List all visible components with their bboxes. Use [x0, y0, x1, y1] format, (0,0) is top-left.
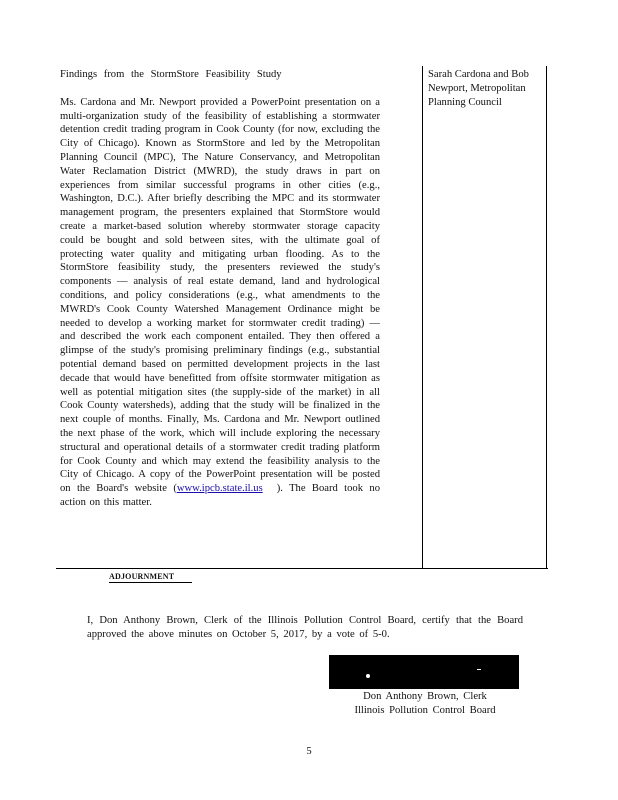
item-heading: Findings from the StormStore Feasibility Study	[60, 69, 282, 80]
minutes-table	[56, 66, 548, 569]
signer-name: Don Anthony Brown, Clerk	[363, 691, 487, 702]
item-body	[60, 96, 380, 510]
page-number: 5	[306, 746, 312, 757]
agenda-item-cell	[60, 68, 380, 510]
signature-block	[290, 690, 560, 718]
signer-title: Illinois Pollution Control Board	[354, 705, 496, 716]
item-body-end: ). The Board took no action on this matter.	[60, 483, 380, 508]
board-website-link[interactable]: www.ipcb.state.il.us	[176, 483, 263, 495]
table-bottom-border	[56, 568, 548, 569]
adjournment-heading: ADJOURNMENT	[109, 572, 192, 583]
table-right-border	[546, 66, 547, 569]
column-divider	[422, 66, 423, 569]
presenters-cell: Sarah Cardona and Bob Newport, Metropolitan Planning Council	[428, 69, 529, 108]
clerk-certification: I, Don Anthony Brown, Clerk of the Illinois Pollution Control Board, certify that the Board approved the above minutes on October 5, 2017, by a vote of 5-0.	[87, 615, 523, 640]
redacted-signature	[329, 655, 519, 689]
item-body-text: Ms. Cardona and Mr. Newport provided a PowerPoint presentation on a multi-organization study of the feasibility of establishing a stormwater detention credit trading program in Cook County (for now, excluding the City of Chicago). Known as StormStore and led by the Metropolitan Planning Council (MPC), The Nature Conservancy, and Metropolitan Water Reclamation District (MWRD), the study draws in part on experiences from similar successful programs in other cities (e.g., Washington, D.C.). After briefly describing the MPC and its stormwater management program, the presenters explained that StormStore would create a market-based solution whereby stormwater storage capacity could be bought and sold between sites, with the ultimate goal of protecting water quality and mitigating urban flooding. As to the StormStore feasibility study, the presenters reviewed the study's components — analysis of real estate demand, land and hydrological conditions, and policy considerations (e.g., what amendments to the MWRD's Cook County Watershed Management Ordinance might be needed to develop a working market for stormwater credit trading) — and described the work each component entailed. They then offered a glimpse of the study's promising preliminary findings (e.g., substantial potential demand based on permitted development projects in the last decade that would have benefitted from offsite stormwater mitigation as well as potential mitigation sites (the supply-side of the market) in all Cook County watersheds), adding that the study will be finalized in the next couple of months. Finally, Ms. Cardona and Mr. Newport outlined the next phase of the work, which will include exploring the necessary structural and operational details of a stormwater credit trading platform for Cook County and which may extend the feasibility analysis to the City of Chicago. A copy of the PowerPoint presentation will be posted on the Board's website (	[60, 96, 380, 495]
